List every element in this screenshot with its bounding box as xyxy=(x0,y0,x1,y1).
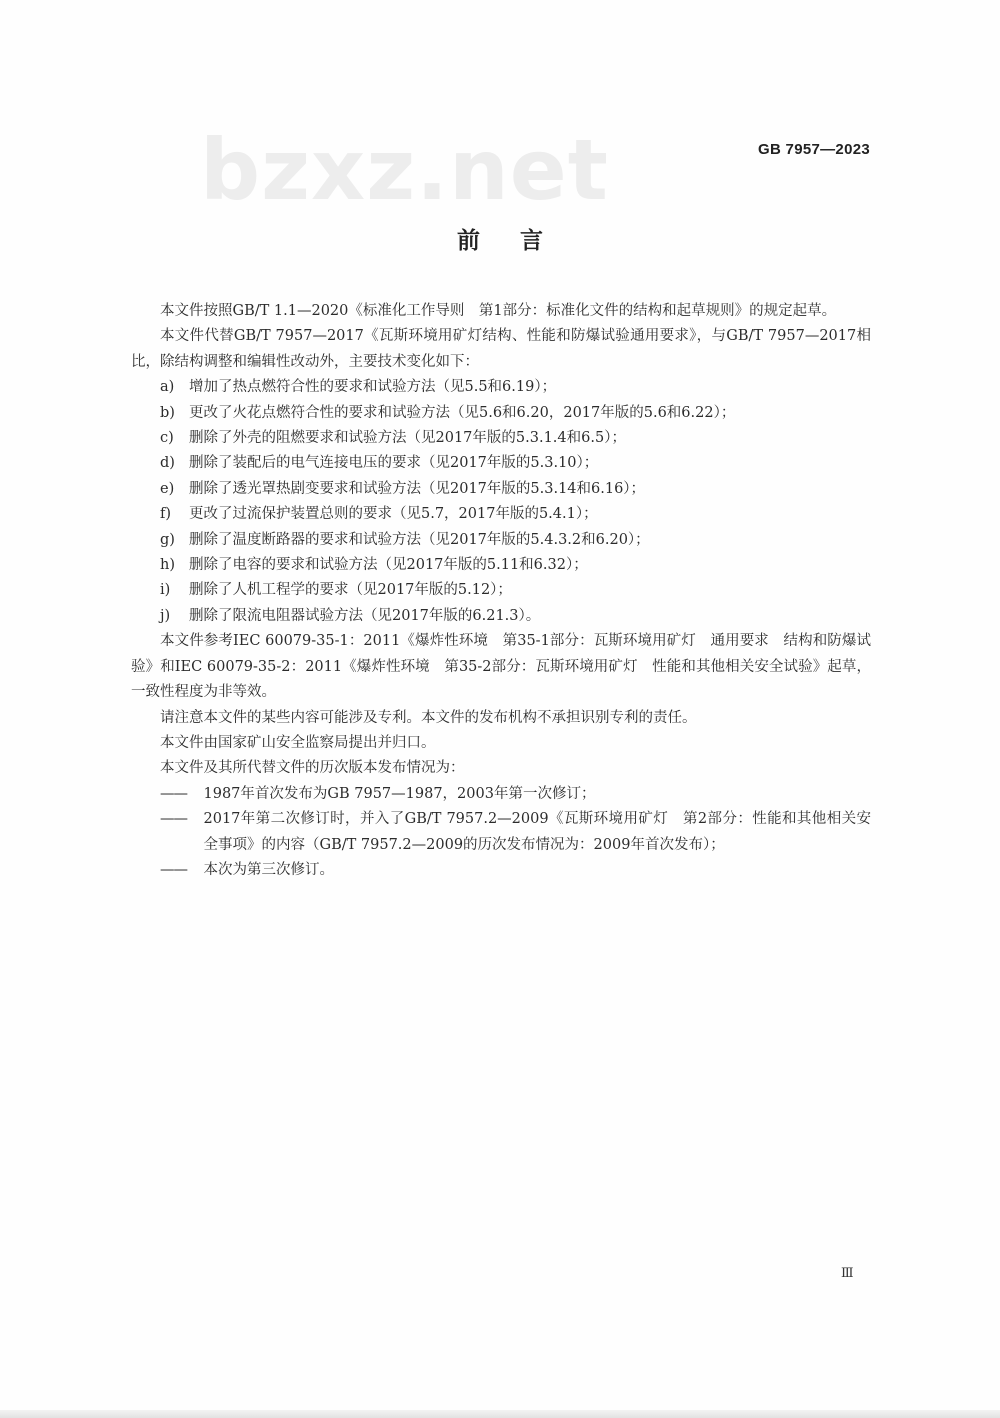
list-item xyxy=(131,375,871,400)
paragraph-drafting-rules: 本文件按照GB/T 1.1—2020《标准化工作导则 第1部分：标准化文件的结构和起草规则》的规定起草。 xyxy=(160,303,837,319)
document-body xyxy=(131,299,871,883)
history-item xyxy=(131,807,871,858)
list-item xyxy=(131,528,871,553)
paragraph-history-intro: 本文件及其所代替文件的历次版本发布情况为： xyxy=(160,760,465,777)
list-item xyxy=(131,477,871,502)
list-item-label: f) xyxy=(160,506,172,523)
list-item-text: 删除了装配后的电气连接电压的要求（见2017年版的5.3.10）； xyxy=(189,455,599,472)
history-item-text: 1987年首次发布为GB 7957—1987，2003年第一次修订； xyxy=(203,785,596,802)
dash-marker: —— xyxy=(160,785,187,802)
list-item-text: 删除了电容的要求和试验方法（见2017年版的5.11和6.32）； xyxy=(189,557,588,574)
paragraph-proposer: 本文件由国家矿山安全监察局提出并归口。 xyxy=(160,734,436,751)
list-item-label: i) xyxy=(160,582,171,599)
list-item xyxy=(131,578,871,603)
changes-list xyxy=(131,375,871,629)
page-number: Ⅲ xyxy=(841,1266,854,1281)
list-item-label: a) xyxy=(160,379,175,396)
list-item-text: 删除了限流电阻器试验方法（见2017年版的6.21.3）。 xyxy=(189,607,541,624)
list-item-text: 更改了火花点燃符合性的要求和试验方法（见5.6和6.20，2017年版的5.6和6.22）； xyxy=(189,404,736,421)
list-item-text: 更改了过流保护装置总则的要求（见5.7，2017年版的5.4.1）； xyxy=(189,506,598,523)
page-bottom-edge xyxy=(0,1410,1000,1418)
list-item-text: 删除了人机工程学的要求（见2017年版的5.12）； xyxy=(189,582,512,599)
list-item-label: d) xyxy=(160,455,175,472)
list-item xyxy=(131,604,871,629)
list-item-label: b) xyxy=(160,404,175,421)
dash-marker: —— xyxy=(160,861,187,878)
history-item-text: 2017年第二次修订时，并入了GB/T 7957.2—2009《瓦斯环境用矿灯 第2部分：性能和其他相关安全事项》的内容（GB/T 7957.2—2009的历次发布情况为：2009年首次发布）； xyxy=(203,811,871,853)
list-item xyxy=(131,426,871,451)
dash-marker: —— xyxy=(160,811,187,828)
list-item-label: g) xyxy=(160,531,175,548)
history-item-text: 本次为第三次修订。 xyxy=(203,861,334,878)
list-item-text: 删除了温度断路器的要求和试验方法（见2017年版的5.4.3.2和6.20）； xyxy=(189,531,650,548)
history-list xyxy=(131,782,871,884)
document-code: GB 7957—2023 xyxy=(757,141,870,158)
list-item xyxy=(131,553,871,578)
list-item xyxy=(131,401,871,426)
list-item-text: 增加了热点燃符合性的要求和试验方法（见5.5和6.19）； xyxy=(189,379,557,396)
list-item-label: j) xyxy=(160,607,171,624)
paragraph-replaces: 本文件代替GB/T 7957—2017《瓦斯环境用矿灯结构、性能和防爆试验通用要求》，与GB/T 7957—2017相比，除结构调整和编辑性改动外，主要技术变化如下： xyxy=(131,328,871,370)
paragraph-patent-notice: 请注意本文件的某些内容可能涉及专利。本文件的发布机构不承担识别专利的责任。 xyxy=(160,709,697,726)
page-title: 前言 xyxy=(457,228,583,254)
list-item-text: 删除了外壳的阻燃要求和试验方法（见2017年版的5.3.1.4和6.5）； xyxy=(189,430,626,447)
paragraph-iec-reference: 本文件参考IEC 60079-35-1：2011《爆炸性环境 第35-1部分：瓦斯环境用矿灯 通用要求 结构和防爆试验》和IEC 60079-35-2：2011《爆炸性环境 第35-2部分：瓦斯环境用矿灯 性能和其他相关安全试验》起草，一致性程度为非等效。 xyxy=(131,633,871,701)
list-item xyxy=(131,451,871,476)
list-item-label: e) xyxy=(160,480,175,497)
list-item xyxy=(131,502,871,527)
list-item-label: h) xyxy=(160,557,175,574)
watermark: bzxz.net xyxy=(200,121,609,219)
list-item-label: c) xyxy=(160,430,174,447)
list-item-text: 删除了透光罩热剧变要求和试验方法（见2017年版的5.3.14和6.16）； xyxy=(189,480,646,497)
history-item xyxy=(131,782,871,807)
history-item xyxy=(131,858,871,883)
